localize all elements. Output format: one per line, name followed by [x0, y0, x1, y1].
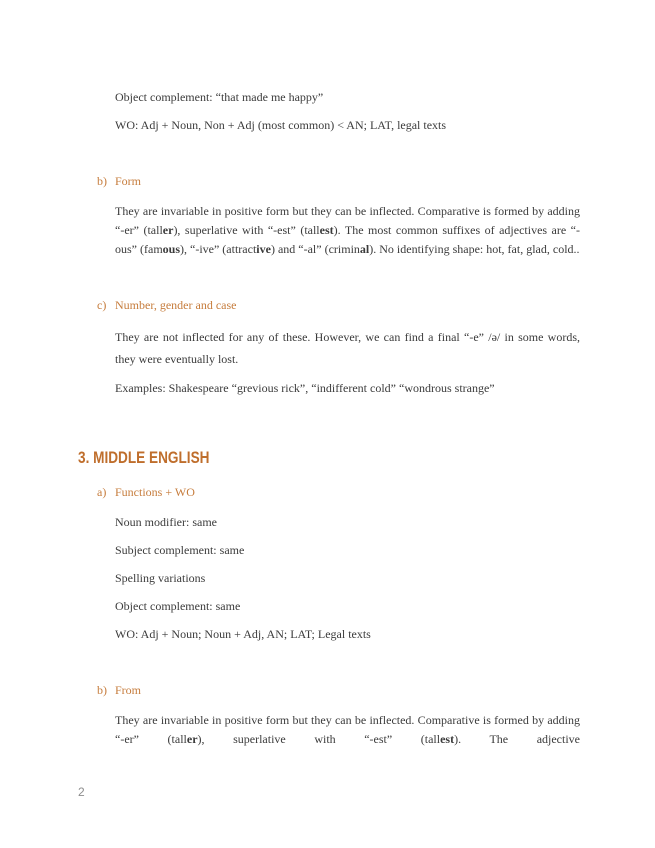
paragraph-shakespeare-examples: Examples: Shakespeare “grevious rick”, “indifferent cold” “wondrous strange”	[115, 381, 495, 395]
paragraph-word-order-old-english: WO: Adj + Noun, Non + Adj (most common) < AN; LAT, legal texts	[115, 118, 447, 132]
subsection-from-label: b)	[97, 683, 107, 697]
subsection-functions-wo-title: Functions + WO	[115, 485, 195, 499]
paragraph-object-complement: Object complement: “that made me happy”	[115, 90, 324, 104]
paragraph-subject-complement: Subject complement: same	[115, 543, 245, 557]
subsection-form-title: Form	[115, 174, 142, 188]
paragraph-object-complement-same: Object complement: same	[115, 599, 241, 613]
paragraph-form-body: They are invariable in positive form but they can be inflected. Comparative is formed by adding “-er” (taller), superlative with “-est” (tallest). The most common suffixes of adjectives are “-ous” (famous), “-ive” (attractive) and “-al” (criminal). No identifying shape: hot, fat, glad, cold..	[115, 204, 580, 256]
subsection-number-gender-case-title: Number, gender and case	[115, 298, 237, 312]
subsection-number-gender-case	[97, 296, 580, 315]
document-content	[78, 88, 580, 758]
paragraph-from-body: They are invariable in positive form but they can be inflected. Comparative is formed by adding “-er” (taller), superlative with “-est” (tallest). The adjective	[115, 713, 580, 746]
paragraph-number-gender-case-body: They are not inflected for any of these. However, we can find a final “-e” /ə/ in some words, they were eventually lost.	[115, 330, 580, 366]
section-heading-middle-english: 3. MIDDLE ENGLISH	[78, 448, 210, 467]
subsection-form	[97, 172, 580, 191]
subsection-functions-wo	[97, 483, 580, 502]
subsection-from	[97, 681, 580, 700]
subsection-from-title: From	[115, 683, 142, 697]
subsection-functions-wo-label: a)	[97, 485, 107, 499]
subsection-number-gender-case-label: c)	[97, 298, 107, 312]
paragraph-word-order-middle-english: WO: Adj + Noun; Noun + Adj, AN; LAT; Legal texts	[115, 627, 371, 641]
page-number: 2	[78, 785, 85, 799]
paragraph-noun-modifier: Noun modifier: same	[115, 515, 217, 529]
subsection-form-label: b)	[97, 174, 107, 188]
paragraph-spelling-variations: Spelling variations	[115, 571, 206, 585]
